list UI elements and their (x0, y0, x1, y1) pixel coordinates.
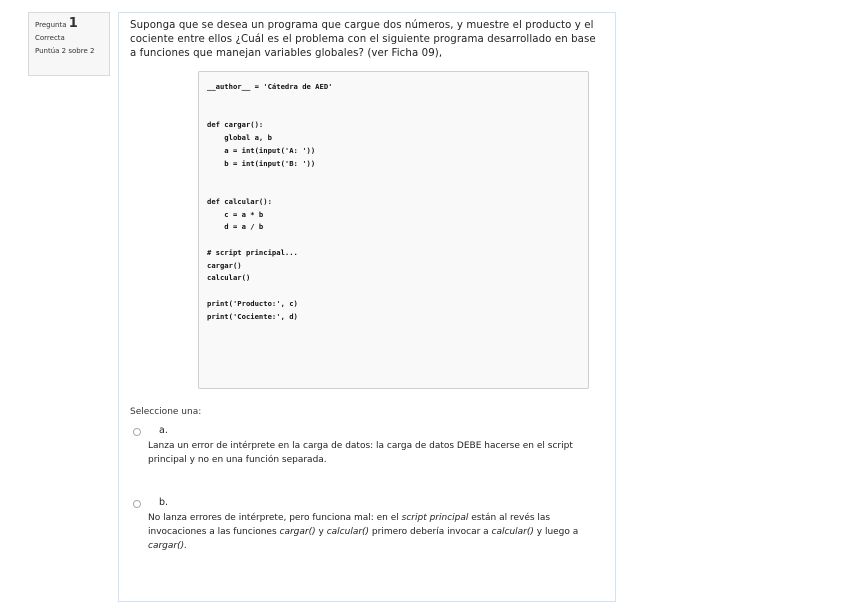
question-info-panel (28, 12, 110, 76)
radio-button-b[interactable] (133, 500, 141, 508)
option-b-text-5: y luego a (533, 527, 579, 537)
select-one-prompt: Seleccione una: (130, 407, 202, 417)
question-score: Puntúa 2 sobre 2 (35, 47, 95, 55)
question-number-line (35, 17, 109, 32)
question-content (118, 12, 616, 602)
option-b-calcular-2: calcular() (491, 527, 534, 537)
option-b-calcular: calcular() (326, 527, 370, 537)
option-letter-a: a. (159, 425, 168, 436)
option-text-a: Lanza un error de intérprete en la carga de datos: la carga de datos DEBE hacerse en el script principal y no en una función separada. (148, 441, 573, 465)
code-listing: __author__ = 'Cátedra de AED' def cargar(): global a, b a = int(input('A: ')) b = int(input('B: ')) def calcular(): c = a * b d = a / b # script principal... cargar() calcular() print('Producto:', c) print('Cociente:', d) (207, 82, 333, 321)
option-b-cargar-2: cargar(). (148, 541, 187, 551)
option-letter-b: b. (159, 497, 169, 508)
question-label: Pregunta (35, 21, 67, 29)
question-text: Suponga que se desea un programa que cargue dos números, y muestre el producto y el cociente entre ellos ¿Cuál es el problema con el siguiente programa desarrollado en base a funciones que manejan variables globales? (ver Ficha 09), (130, 20, 596, 59)
option-text-b (148, 511, 591, 553)
code-block (198, 71, 589, 389)
question-number: 1 (68, 16, 78, 31)
option-b-text-2: están al revés las invocaciones a las funciones (148, 513, 551, 537)
option-b-text-1: No lanza errores de intérprete, pero funciona mal: en el (148, 513, 402, 523)
option-b-script-principal: script principal (401, 513, 469, 523)
option-b-text-3: y (315, 527, 327, 537)
option-b-text-4: primero debería invocar a (369, 527, 492, 537)
radio-button-a[interactable] (133, 428, 141, 436)
option-b-cargar: cargar() (279, 527, 316, 537)
question-state: Correcta (35, 34, 65, 42)
